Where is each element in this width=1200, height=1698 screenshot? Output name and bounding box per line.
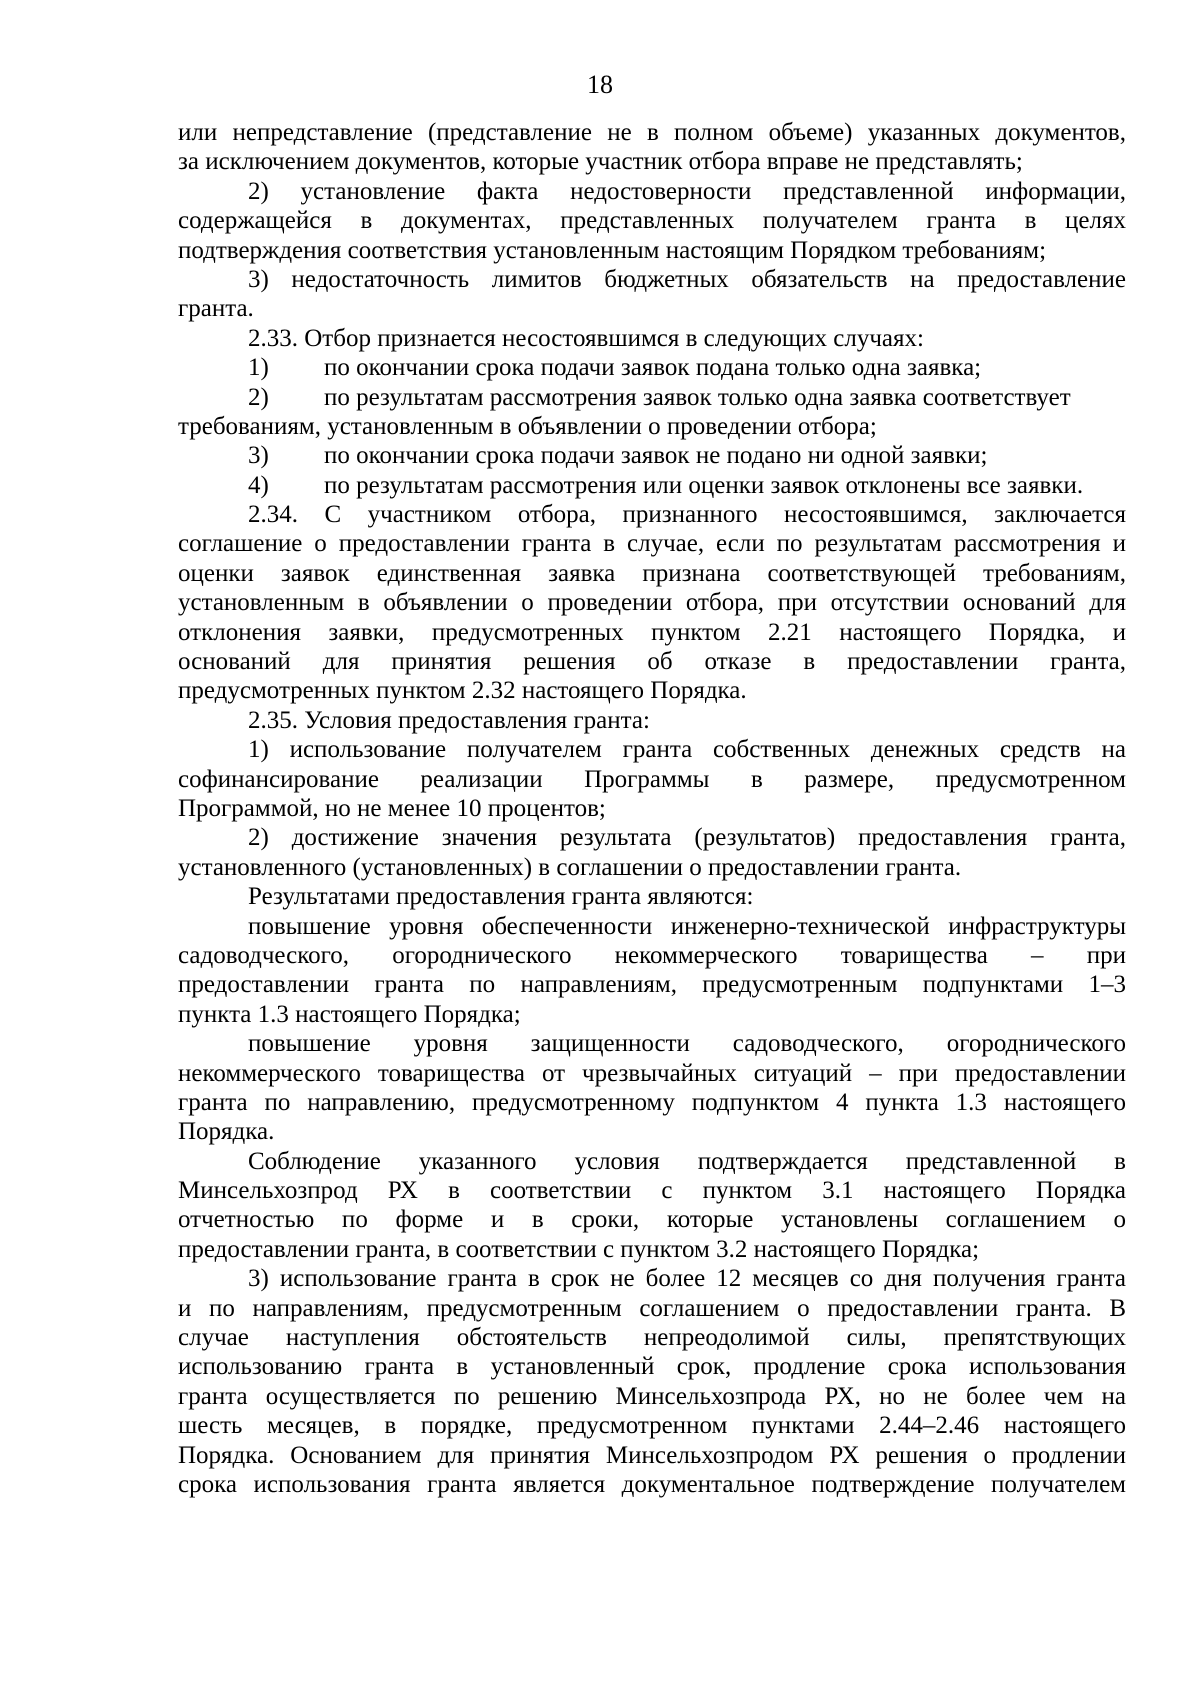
text-line: повышение уровня обеспеченности инженерно-технической инфраструктуры xyxy=(248,912,1126,940)
text-line: некоммерческого товарищества от чрезвычайных ситуаций – при предоставлении xyxy=(178,1059,1126,1087)
text-line: садоводческого, огороднического некоммерческого товарищества – при xyxy=(178,941,1126,969)
text-line: софинансирование реализации Программы в размере, предусмотренном xyxy=(178,765,1126,793)
text-line: 2) установление факта недостоверности представленной информации, xyxy=(248,177,1126,205)
text-line: за исключением документов, которые участник отбора вправе не представлять; xyxy=(178,148,1023,176)
text-line: срока использования гранта является документальное подтверждение получателем xyxy=(178,1470,1126,1498)
document-body xyxy=(178,118,1126,1499)
text-line: Программой, но не менее 10 процентов; xyxy=(178,794,606,822)
text-line: подтверждения соответствия установленным настоящим Порядком требованиям; xyxy=(178,236,1047,264)
list-item-number: 2) xyxy=(248,383,269,411)
text-line xyxy=(178,471,1126,500)
text-line: Порядка. Основанием для принятия Минсельхозпродом РХ решения о продлении xyxy=(178,1441,1126,1469)
text-line: оснований для принятия решения об отказе в предоставлении гранта, xyxy=(178,648,1126,676)
text-line: случае наступления обстоятельств непреодолимой силы, препятствующих xyxy=(178,1324,1126,1352)
text-line: 2) достижение значения результата (результатов) предоставления гранта, xyxy=(248,824,1126,852)
list-item-text: по результатам рассмотрения или оценки заявок отклонены все заявки. xyxy=(324,471,1084,499)
text-line: предоставлении гранта по направлениям, предусмотренным подпунктами 1–3 xyxy=(178,971,1126,999)
text-line: 2.33. Отбор признается несостоявшимся в следующих случаях: xyxy=(248,324,924,352)
text-line: Результатами предоставления гранта являются: xyxy=(248,883,754,911)
text-line: отчетностью по форме и в сроки, которые установлены соглашением о xyxy=(178,1206,1126,1234)
list-item-number: 3) xyxy=(248,442,269,470)
text-line: Минсельхозпрод РХ в соответствии с пунктом 3.1 настоящего Порядка xyxy=(178,1177,1126,1205)
text-line: повышение уровня защищенности садоводческого, огороднического xyxy=(248,1030,1126,1058)
text-line: установленного (установленных) в соглашении о предоставлении гранта. xyxy=(178,853,962,881)
text-line: соглашение о предоставлении гранта в случае, если по результатам рассмотрения и xyxy=(178,530,1126,558)
text-line: пункта 1.3 настоящего Порядка; xyxy=(178,1000,521,1028)
text-line: 3) использование гранта в срок не более 12 месяцев со дня получения гранта xyxy=(248,1265,1126,1293)
text-line: 2.35. Условия предоставления гранта: xyxy=(248,706,650,734)
text-line: 1) использование получателем гранта собственных денежных средств на xyxy=(248,736,1126,764)
text-line xyxy=(178,441,1126,470)
text-line: отклонения заявки, предусмотренных пунктом 2.21 настоящего Порядка, и xyxy=(178,618,1126,646)
text-line: оценки заявок единственная заявка признана соответствующей требованиям, xyxy=(178,559,1126,587)
text-line: установленным в объявлении о проведении отбора, при отсутствии оснований для xyxy=(178,589,1126,617)
text-line: содержащейся в документах, представленных получателем гранта в целях xyxy=(178,207,1126,235)
text-line: гранта осуществляется по решению Минсельхозпрода РХ, но не более чем на xyxy=(178,1382,1126,1410)
text-line: гранта по направлению, предусмотренному подпунктом 4 пункта 1.3 настоящего xyxy=(178,1088,1126,1116)
text-line: Соблюдение указанного условия подтверждается представленной в xyxy=(248,1147,1126,1175)
text-line: использованию гранта в установленный срок, продление срока использования xyxy=(178,1353,1126,1381)
list-item-text: по окончании срока подачи заявок не подано ни одной заявки; xyxy=(324,442,988,470)
text-line: Порядка. xyxy=(178,1118,275,1146)
text-line: гранта. xyxy=(178,295,254,323)
text-line: шесть месяцев, в порядке, предусмотренном пунктами 2.44–2.46 настоящего xyxy=(178,1412,1126,1440)
text-line: 3) недостаточность лимитов бюджетных обязательств на предоставление xyxy=(248,265,1126,293)
text-line: предоставлении гранта, в соответствии с пунктом 3.2 настоящего Порядка; xyxy=(178,1235,980,1263)
page-number: 18 xyxy=(587,70,613,99)
text-line: и по направлениям, предусмотренным соглашением о предоставлении гранта. В xyxy=(178,1294,1126,1322)
text-line: требованиям, установленным в объявлении о проведении отбора; xyxy=(178,412,877,440)
list-item-number: 4) xyxy=(248,471,269,499)
text-line: или непредставление (представление не в полном объеме) указанных документов, xyxy=(178,119,1126,146)
list-item-text: по окончании срока подачи заявок подана только одна заявка; xyxy=(324,354,982,382)
text-line xyxy=(178,383,1126,412)
text-line: 2.34. С участником отбора, признанного несостоявшимся, заключается xyxy=(248,501,1126,529)
list-item-text: по результатам рассмотрения заявок только одна заявка соответствует xyxy=(324,383,1071,411)
text-line: предусмотренных пунктом 2.32 настоящего Порядка. xyxy=(178,677,747,705)
text-line xyxy=(178,353,1126,382)
list-item-number: 1) xyxy=(248,354,269,382)
